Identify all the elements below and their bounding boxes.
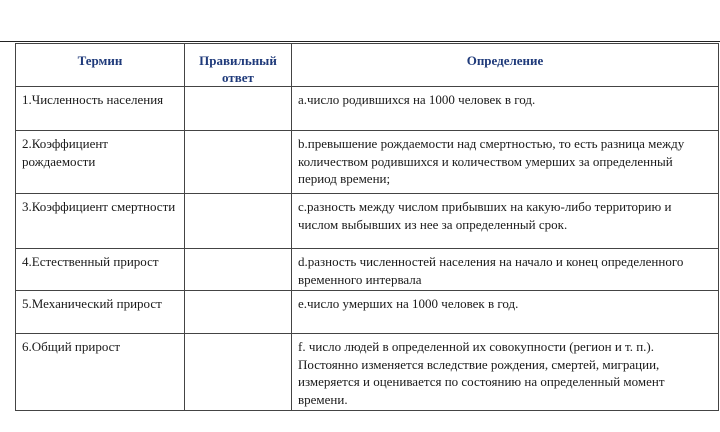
table-row (16, 249, 719, 291)
definition-cell: b.превышение рождаемости над смертностью, то есть разница между количеством родившихся и количеством умерших за определенный период времени; (292, 131, 719, 194)
table-row (16, 131, 719, 194)
answer-cell[interactable] (185, 334, 292, 411)
header-answer: Правильный ответ (185, 44, 292, 87)
matching-table (15, 43, 719, 411)
header-term: Термин (16, 44, 185, 87)
term-cell: 6.Общий прирост (16, 334, 185, 411)
term-cell: 5.Механический прирост (16, 291, 185, 334)
term-cell: 3.Коэффициент смертности (16, 194, 185, 249)
answer-cell[interactable] (185, 249, 292, 291)
table-row (16, 334, 719, 411)
definition-cell: e.число умерших на 1000 человек в год. (292, 291, 719, 334)
definition-cell: f. число людей в определенной их совокупности (регион и т. п.). Постоянно изменяется вследствие рождения, смертей, миграции, измеряется и оценивается по состоянию на определенный момент времени. (292, 334, 719, 411)
header-definition: Определение (292, 44, 719, 87)
term-cell: 4.Естественный прирост (16, 249, 185, 291)
answer-cell[interactable] (185, 291, 292, 334)
definition-cell: c.разность между числом прибывших на какую-либо территорию и числом выбывших из нее за определенный срок. (292, 194, 719, 249)
table-row (16, 291, 719, 334)
term-cell: 1.Численность населения (16, 87, 185, 131)
table-row (16, 87, 719, 131)
definition-cell: a.число родившихся на 1000 человек в год. (292, 87, 719, 131)
table-row (16, 194, 719, 249)
term-cell: 2.Коэффициент рождаемости (16, 131, 185, 194)
definition-cell: d.разность численностей населения на начало и конец определенного временного интервала (292, 249, 719, 291)
table-header (16, 44, 719, 87)
answer-cell[interactable] (185, 87, 292, 131)
answer-cell[interactable] (185, 131, 292, 194)
answer-cell[interactable] (185, 194, 292, 249)
top-rule (0, 41, 720, 42)
